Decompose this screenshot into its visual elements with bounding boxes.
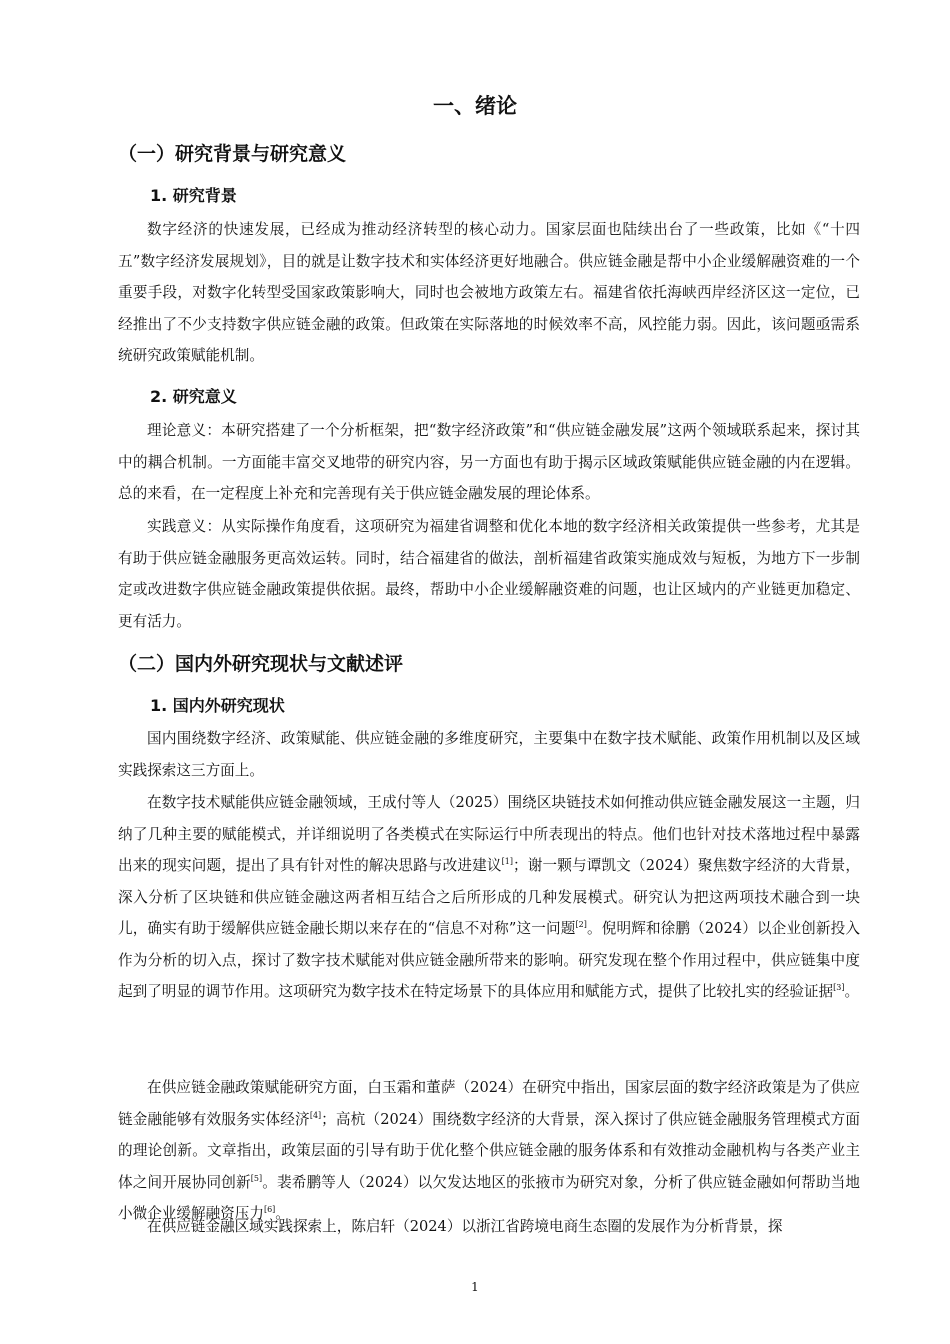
citation-6: [6] (263, 1205, 276, 1214)
citation-3: [3] (833, 983, 845, 992)
citation-5: [5] (250, 1173, 263, 1183)
text-run: 在供应链金融政策赋能研究方面，白玉霜和董萨（2024）在研究中指出，国家层面的数字经济政策是为了供应链金融能够有效服务实体经济 (118, 1079, 860, 1128)
paragraph-background: 数字经济的快速发展，已经成为推动经济转型的核心动力。国家层面也陆续出台了一些政策，比如《“十四五”数字经济发展规划》，目的就是让数字技术和实体经济更好地融合。供应链金融是帮中小企业缓解融资难的一个重要手段，对数字化转型受国家政策影响大，同时也会被地方政策左右。福建省依托海峡西岸经济区这一定位，已经推出了不少支持数字供应链金融的政策。但政策在实际落地的时候效率不高，风控能力弱。因此，该问题亟需系统研究政策赋能机制。 (118, 221, 860, 364)
paragraph-regional-practice: 在供应链金融区域实践探索上，陈启轩（2024）以浙江省跨境电商生态圈的发展作为分析背景，探 (147, 1218, 783, 1235)
paragraph-practical-significance: 实践意义：从实际操作角度看，这项研究为福建省调整和优化本地的数字经济相关政策提供一些参考，尤其是有助于供应链金融服务更高效运转。同时，结合福建省的做法，剖析福建省政策实施成效与短板，为地方下一步制定或改进数字供应链金融政策提供依据。最终，帮助中小企业缓解融资难的问题，也让区域内的产业链更加稳定、更有活力。 (118, 518, 860, 630)
text-run: 。 (275, 1205, 290, 1222)
text-run: 。 (844, 983, 860, 1000)
text-run: 。倪明辉和徐鹏（2024）以企业创新投入作为分析的切入点，探讨了数字技术赋能对供应链金融所带来的影响。研究发现在整个作用过程中，供应链集中度起到了明显的调节作用。这项研究为数字技术在特定场景下的具体应用和赋能方式，提供了比较扎实的经验证据 (118, 920, 860, 1000)
subsection-heading-background: 1. 研究背景 (150, 186, 237, 205)
subsection-heading-research-status: 1. 国内外研究现状 (150, 696, 285, 715)
citation-1: [1] (501, 857, 513, 866)
page-number: 1 (471, 1280, 479, 1294)
paragraph-policy-empowerment (118, 1072, 860, 1230)
section-heading-literature: （二）国内外研究现状与文献述评 (118, 653, 404, 675)
citation-2: [2] (575, 920, 587, 929)
text-run: ；高杭（2024）围绕数字经济的大背景，深入探讨了供应链金融服务管理模式方面的理论创新。文章指出，政策层面的引导有助于优化整个供应链金融的服务体系和有效推动金融机构与各类产业主体之间开展协同创新 (118, 1110, 860, 1191)
text-run: ；谢一颗与谭凯文（2024）聚焦数字经济的大背景，深入分析了区块链和供应链金融这两者相互结合之后所形成的几种发展模式。研究认为把这两项技术融合到一块儿，确实有助于缓解供应链金融长期以来存在的“信息不对称”这一问题 (118, 857, 860, 937)
text-run: 在数字技术赋能供应链金融领域，王成付等人（2025）围绕区块链技术如何推动供应链金融发展这一主题，归纳了几种主要的赋能模式，并详细说明了各类模式在实际运行中所表现出的特点。他们也针对技术落地过程中暴露出来的现实问题，提出了具有针对性的解决思路与改进建议 (118, 794, 860, 874)
subsection-heading-significance: 2. 研究意义 (150, 387, 237, 406)
section-heading-background: （一）研究背景与研究意义 (118, 143, 347, 165)
paragraph-digital-technology (118, 787, 860, 1008)
citation-4: [4] (309, 1110, 322, 1120)
paragraph-research-overview: 国内围绕数字经济、政策赋能、供应链金融的多维度研究，主要集中在数字技术赋能、政策作用机制以及区域实践探索这三方面上。 (118, 730, 860, 779)
paragraph-theoretical-significance: 理论意义：本研究搭建了一个分析框架，把“数字经济政策”和“供应链金融发展”这两个领域联系起来，探讨其中的耦合机制。一方面能丰富交叉地带的研究内容，另一方面也有助于揭示区域政策赋能供应链金融的内在逻辑。总的来看，在一定程度上补充和完善现有关于供应链金融发展的理论体系。 (118, 422, 860, 502)
chapter-title: 一、绪论 (433, 94, 517, 118)
text-run: 。裴希鹏等人（2024）以欠发达地区的张掖市为研究对象，分析了供应链金融如何帮助当地小微企业缓解融资压力 (118, 1173, 860, 1222)
